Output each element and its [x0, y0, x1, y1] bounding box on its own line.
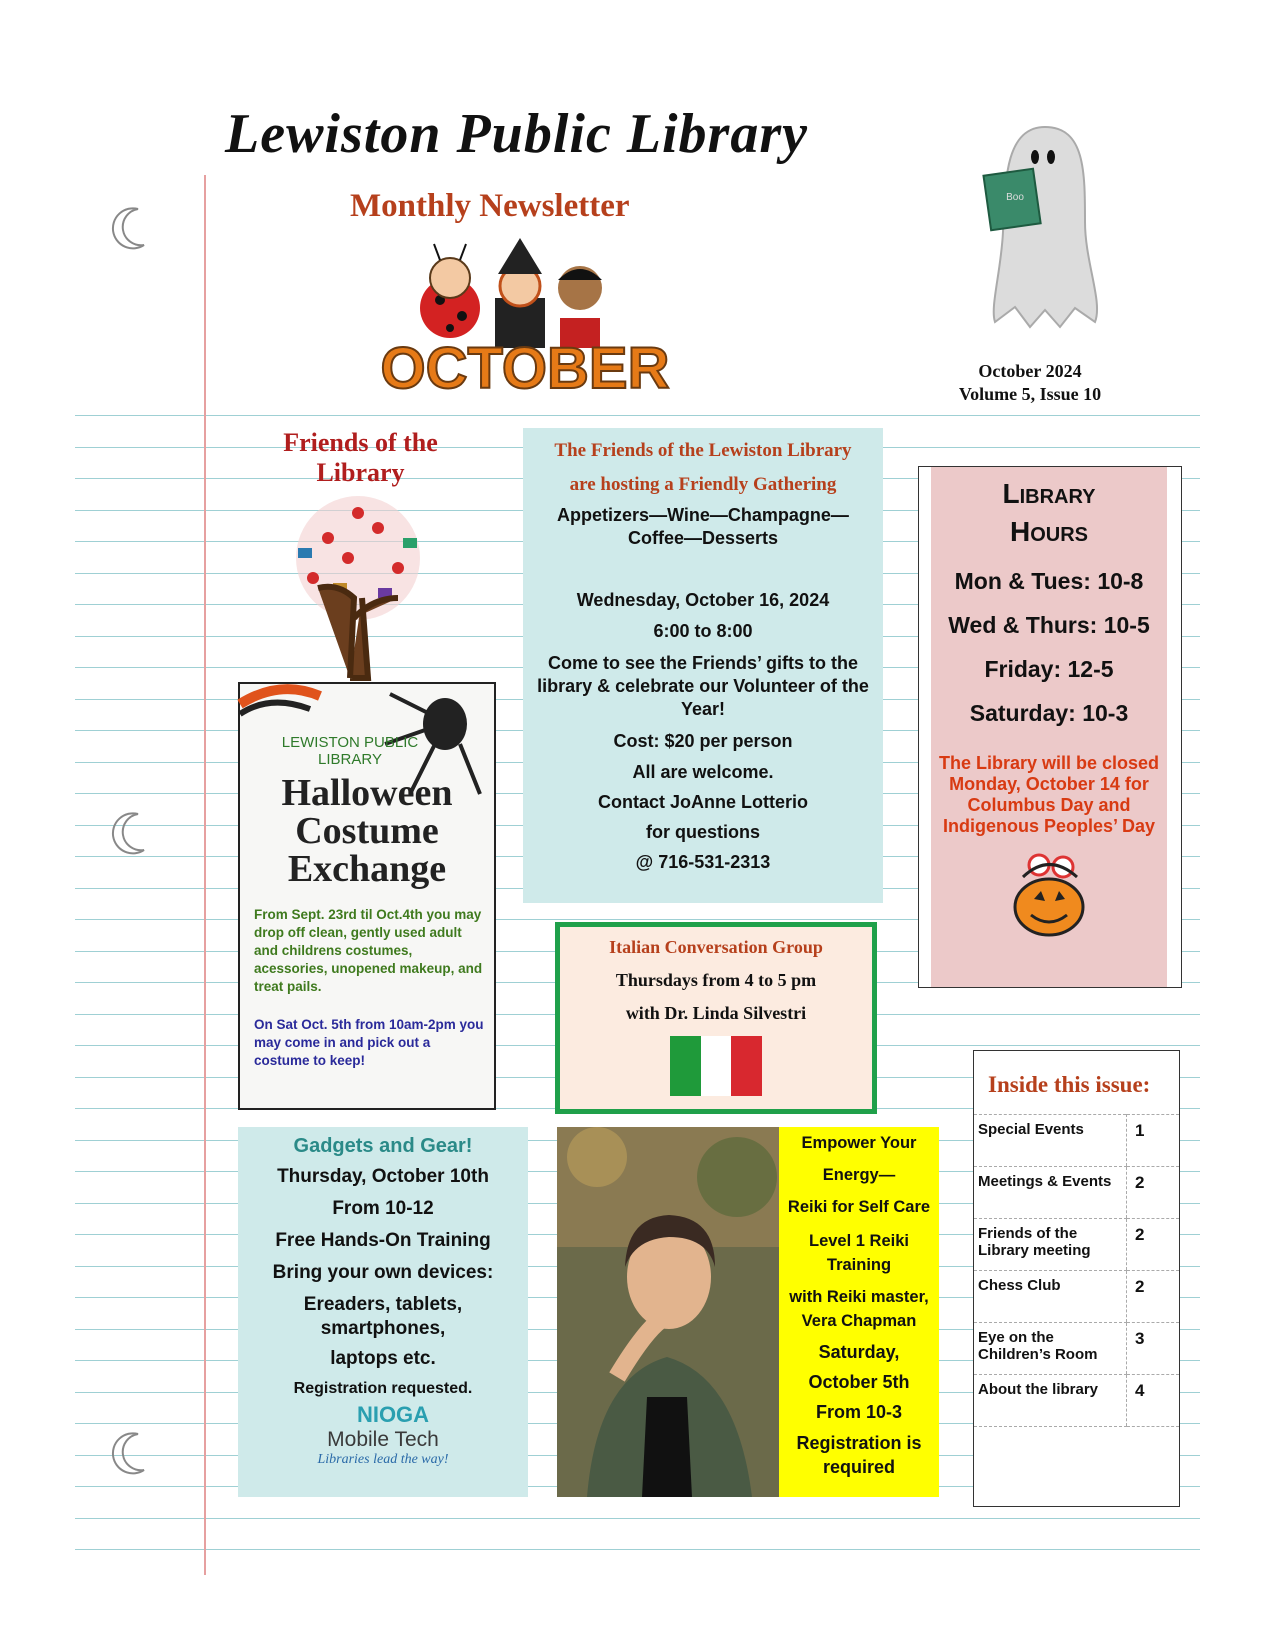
halloween-pickup-text: On Sat Oct. 5th from 10am-2pm you may come in and pick out a costume to keep!: [254, 1017, 484, 1068]
reiki-line5: Training: [826, 1256, 892, 1274]
friends-logo-text: Friends of the Library: [283, 428, 438, 487]
toc-item-page: 1: [1127, 1115, 1180, 1167]
gadgets-date: Thursday, October 10th: [277, 1166, 489, 1187]
reiki-master-photo: [557, 1127, 779, 1497]
ghost-reading-illustration: [985, 122, 1110, 332]
reiki-line11: Registration is: [796, 1433, 922, 1453]
toc-item-label: Friends of the Library meeting: [974, 1219, 1127, 1271]
halloween-flyer: [238, 682, 496, 1110]
toc-row: [974, 1271, 1179, 1323]
toc-row: [974, 1219, 1179, 1271]
reiki-line6: with Reiki master,: [789, 1288, 929, 1306]
toc-item-page: 2: [1127, 1219, 1180, 1271]
toc-item-page: 2: [1127, 1167, 1180, 1219]
friends-gathering-panel: [523, 428, 883, 903]
binder-hole-icon: [108, 1430, 146, 1474]
halloween-title-line1: Halloween: [281, 772, 453, 814]
toc-row: [974, 1323, 1179, 1375]
friends-menu: Appetizers—Wine—Champagne—Coffee—Desserts: [557, 505, 849, 548]
october-art-text: OCTOBER: [380, 336, 670, 401]
october-kids-illustration: [380, 238, 670, 403]
issue-date: October 2024: [978, 361, 1082, 381]
halloween-title-line2: Costume: [295, 810, 439, 852]
halloween-org-line1: LEWISTON PUBLIC: [281, 734, 419, 751]
library-hours-panel: [918, 466, 1182, 988]
toc-item-label: Meetings & Events: [974, 1167, 1127, 1219]
friends-cost: Cost: $20 per person: [613, 731, 793, 751]
gadgets-line3: Ereaders, tablets,: [303, 1294, 463, 1315]
italian-host: with Dr. Linda Silvestri: [625, 1003, 807, 1023]
reiki-line1: Empower Your: [801, 1134, 917, 1152]
nioga-logo-tagline: Libraries lead the way!: [317, 1452, 449, 1467]
toc-row: [974, 1115, 1179, 1167]
hours-list: [931, 559, 1167, 735]
friends-phone: @ 716-531-2313: [635, 852, 771, 872]
notebook-rule-line: [75, 415, 1200, 416]
hours-row: Mon & Tues: 10-8: [954, 568, 1144, 594]
pumpkin-candy-icon: [931, 847, 1167, 937]
hours-row: Saturday: 10-3: [969, 700, 1129, 726]
friends-description: Come to see the Friends’ gifts to the library & celebrate our Volunteer of the Year!: [537, 653, 869, 719]
book-tree-icon: [238, 488, 483, 683]
newsletter-title: Lewiston Public Library: [225, 103, 808, 165]
newsletter-subtitle: Monthly Newsletter: [350, 188, 630, 224]
halloween-title-line3: Exchange: [287, 848, 447, 890]
friends-contact-line2: for questions: [645, 822, 760, 842]
halloween-dropoff-text: From Sept. 23rd til Oct.4th you may drop off clean, gently used adult and childrens costumes, acessories, unopened makeup, and treat pails.: [254, 907, 483, 994]
toc-row: [974, 1167, 1179, 1219]
hours-title-line1: Library: [1002, 478, 1096, 509]
gadgets-line1: Free Hands-On Training: [275, 1230, 491, 1251]
binder-hole-icon: [108, 810, 146, 854]
friends-time: 6:00 to 8:00: [653, 621, 753, 641]
gadgets-panel: [238, 1127, 528, 1497]
gadgets-line5: laptops etc.: [330, 1348, 436, 1369]
notebook-rule-line: [75, 1549, 1200, 1550]
reiki-line4: Level 1 Reiki: [809, 1232, 909, 1250]
gadgets-time: From 10-12: [332, 1198, 434, 1219]
reiki-line8: Saturday,: [818, 1342, 900, 1362]
toc-item-label: Special Events: [974, 1115, 1127, 1167]
issue-volume: Volume 5, Issue 10: [958, 384, 1102, 404]
reiki-line7: Vera Chapman: [801, 1312, 917, 1330]
halloween-org-line2: LIBRARY: [318, 751, 382, 768]
toc-row: [974, 1375, 1179, 1427]
gadgets-title: Gadgets and Gear!: [293, 1135, 473, 1157]
hours-row: Friday: 12-5: [984, 656, 1114, 682]
hours-row: Wed & Thurs: 10-5: [948, 612, 1150, 638]
toc-item-page: 2: [1127, 1271, 1180, 1323]
closed-notice: The Library will be closed Monday, October 14 for Columbus Day and Indigenous Peoples’ Day: [938, 753, 1160, 836]
italian-title: Italian Conversation Group: [609, 937, 823, 957]
friends-welcome: All are welcome.: [632, 762, 774, 782]
inside-this-issue-panel: [973, 1050, 1180, 1507]
notebook-rule-line: [75, 1518, 1200, 1519]
toc-item-label: Eye on the Children’s Room: [974, 1323, 1127, 1375]
toc-item-page: 3: [1127, 1323, 1180, 1375]
friends-heading-line1: The Friends of the Lewiston Library: [554, 440, 852, 461]
toc-title: Inside this issue:: [988, 1072, 1151, 1097]
reiki-line3: Reiki for Self Care: [787, 1198, 931, 1216]
reiki-line10: From 10-3: [815, 1402, 903, 1422]
friends-contact: Contact JoAnne Lotterio: [598, 792, 808, 812]
toc-table: [974, 1114, 1179, 1427]
toc-item-page: 4: [1127, 1375, 1180, 1427]
reiki-line2: Energy—: [822, 1166, 896, 1184]
gadgets-line4: smartphones,: [320, 1318, 446, 1339]
italian-group-panel: [555, 922, 877, 1114]
nioga-logo-line1: NIOGA: [356, 1402, 430, 1427]
friends-logo: [238, 428, 483, 658]
binder-hole-icon: [108, 205, 146, 249]
nioga-logo: [238, 1402, 528, 1468]
nioga-logo-line2: Mobile Tech: [327, 1428, 439, 1451]
friends-heading-line2: are hosting a Friendly Gathering: [569, 474, 837, 495]
friends-date: Wednesday, October 16, 2024: [576, 590, 830, 610]
toc-item-label: Chess Club: [974, 1271, 1127, 1323]
reiki-line12: required: [822, 1457, 896, 1477]
issue-info: [955, 360, 1105, 406]
gadgets-registration: Registration requested.: [293, 1380, 473, 1397]
italy-flag-icon: [670, 1036, 762, 1096]
reiki-line9: October 5th: [808, 1372, 910, 1392]
hours-title-line2: Hours: [1009, 516, 1088, 547]
toc-item-label: About the library: [974, 1375, 1127, 1427]
margin-line: [204, 175, 206, 1575]
italian-when: Thursdays from 4 to 5 pm: [615, 970, 817, 990]
gadgets-line2: Bring your own devices:: [272, 1262, 494, 1283]
reiki-panel: [779, 1127, 939, 1497]
ghost-book-text: Boo: [1006, 192, 1024, 203]
